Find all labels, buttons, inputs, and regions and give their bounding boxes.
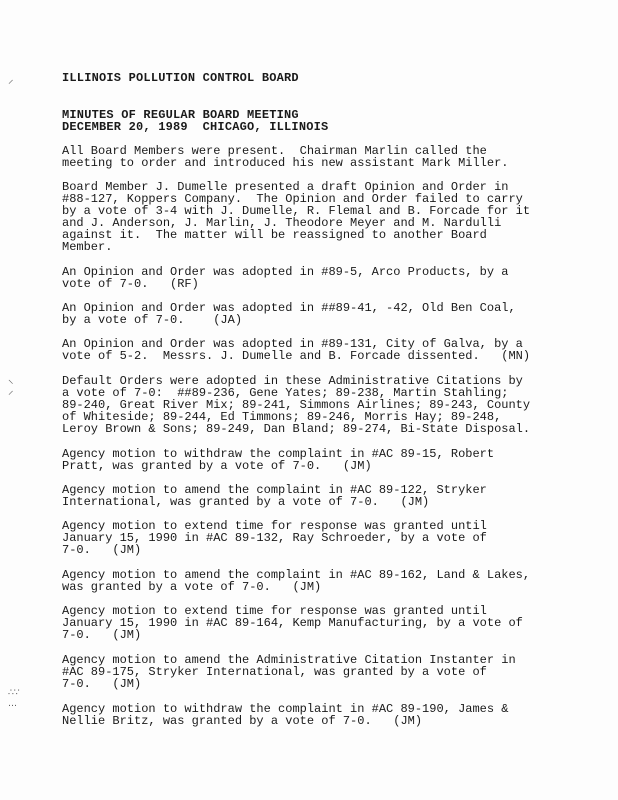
paragraph-default-orders: Default Orders were adopted in these Administrative Citations by a vote of 7-0: ##89-236, Gene Yates; 89-238, Martin Stahling; 89-240, Great River Mix; 89-241, Simmons Airlines; 89-243, County of Whiteside; 89-244, Ed Timmons; 89-246, Morris Hay; 89-248, Leroy Brown & Sons; 89-249, Dan Bland; 89-274, Bi-State Disposal. (62, 374, 531, 436)
paragraph-kemp: Agency motion to extend time for response was granted until January 15, 1990 in #AC 89-164, Kemp Manufacturing, by a vote of 7-0. (JM) (62, 604, 523, 642)
paragraph-stryker-amend: Agency motion to amend the complaint in #AC 89-122, Stryker International, was granted by a vote of 7-0. (JM) (62, 483, 487, 509)
scan-mark-middle: ⸜ ⸝ (8, 373, 14, 397)
paragraph-land-lakes: Agency motion to amend the complaint in #AC 89-162, Land & Lakes, was granted by a vote of 7-0. (JM) (62, 568, 531, 594)
paragraph-attendance: All Board Members were present. Chairman Marlin called the meeting to order and introduced his new assistant Mark Miller. (62, 144, 509, 170)
paragraph-koppers: Board Member J. Dumelle presented a draft Opinion and Order in #88-127, Koppers Company. The Opinion and Order failed to carry by a vote of 3-4 with J. Dumelle, R. Flemal and B. Forcade for it and J. Anderson, J. Marlin, J. Theodore Meyer and M. Nardulli against it. The matter will be reassigned to another Board Member. (62, 180, 531, 254)
scan-mark-top: ⸝ (8, 73, 14, 86)
meeting-date: DECEMBER 20, 1989 CHICAGO, ILLINOIS (62, 120, 329, 134)
paragraph-arco: An Opinion and Order was adopted in #89-5, Arco Products, by a vote of 7-0. (RF) (62, 265, 509, 291)
paragraph-old-ben-coal: An Opinion and Order was adopted in ##89-41, -42, Old Ben Coal, by a vote of 7-0. (JA) (62, 301, 516, 327)
paragraph-britz: Agency motion to withdraw the complaint in #AC 89-190, James & Nellie Britz, was granted by a vote of 7-0. (JM) (62, 702, 509, 728)
paragraph-schroeder: Agency motion to extend time for response was granted until January 15, 1990 in #AC 89-132, Ray Schroeder, by a vote of 7-0. (JM) (62, 519, 487, 557)
scan-mark-bottom: ∴∵ … (8, 688, 20, 709)
board-title: ILLINOIS POLLUTION CONTROL BOARD (62, 71, 299, 85)
minutes-title: MINUTES OF REGULAR BOARD MEETING (62, 108, 299, 122)
paragraph-city-of-galva: An Opinion and Order was adopted in #89-131, City of Galva, by a vote of 5-2. Messrs. J. Dumelle and B. Forcade dissented. (MN) (62, 337, 531, 363)
paragraph-pratt: Agency motion to withdraw the complaint in #AC 89-15, Robert Pratt, was granted by a vote of 7-0. (JM) (62, 447, 495, 473)
paragraph-stryker-instanter: Agency motion to amend the Administrative Citation Instanter in #AC 89-175, Stryker International, was granted by a vote of 7-0. (JM) (62, 653, 516, 691)
